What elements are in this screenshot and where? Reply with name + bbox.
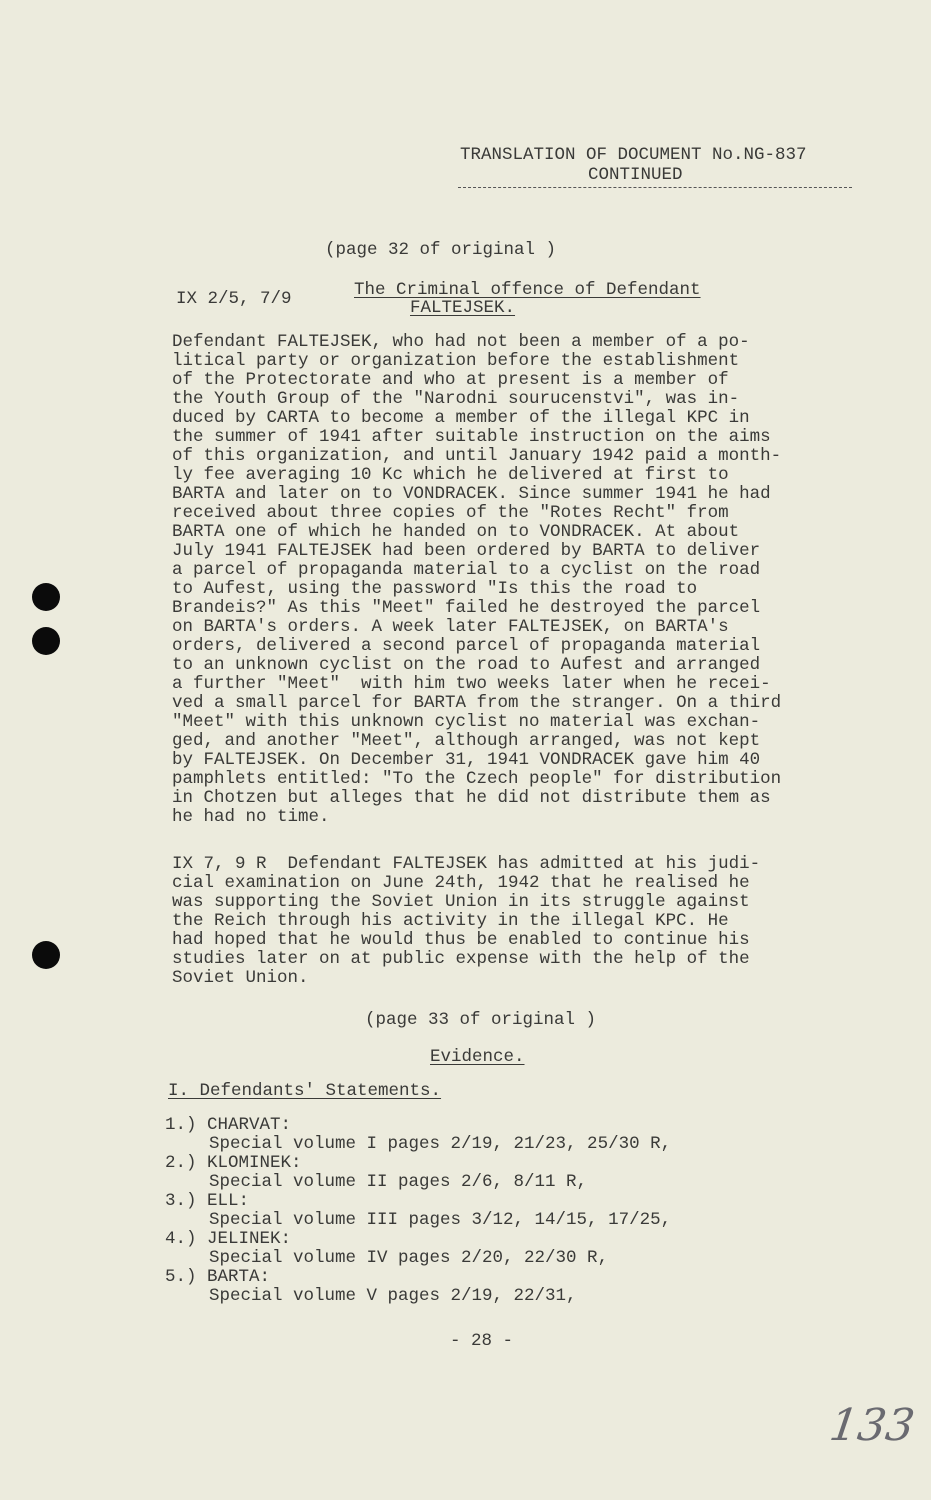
text-line: Defendant FALTEJSEK, who had not been a member of a po- [172,332,750,352]
statement-item [165,1192,671,1211]
statement-reference: Special volume I pages 2/19, 21/23, 25/30 R, [209,1134,672,1154]
text-line: cial examination on June 24th, 1942 that he realised he [172,873,750,893]
statement-number: 1.) [165,1115,197,1135]
header-divider [458,187,852,188]
text-line: July 1941 FALTEJSEK had been ordered by BARTA to deliver [172,541,761,561]
section-reference: IX 2/5, 7/9 [176,289,292,309]
text-line: in Chotzen but alleges that he did not distribute them as [172,788,771,808]
section-heading-name: FALTEJSEK. [410,298,516,318]
text-line: a further "Meet" with him two weeks later when he recei- [172,674,771,694]
text-line: litical party or organization before the establishment [172,351,740,371]
statement-number: 4.) [165,1229,197,1249]
punch-hole [32,583,60,611]
statement-item [165,1268,671,1287]
text-line: by FALTEJSEK. On December 31, 1941 VONDRACEK gave him 40 [172,750,761,770]
handwritten-folio-number: 133 [826,1400,918,1451]
text-line: the Reich through his activity in the illegal KPC. He [172,911,729,931]
text-line: BARTA and later on to VONDRACEK. Since summer 1941 he had [172,484,771,504]
statement-item [165,1116,671,1135]
text-line: on BARTA's orders. A week later FALTEJSEK, on BARTA's [172,617,729,637]
text-line: to Aufest, using the password "Is this the road to [172,579,698,599]
punch-hole [32,941,60,969]
paragraph-offence [172,333,781,827]
statements-list [165,1116,671,1306]
evidence-heading: Evidence. [430,1047,525,1067]
text-line: duced by CARTA to become a member of the illegal KPC in [172,408,750,428]
punch-hole [32,627,60,655]
page-reference: (page 32 of original ) [325,240,557,260]
text-line: Soviet Union. [172,968,309,988]
text-line: "Meet" with this unknown cyclist no material was exchan- [172,712,761,732]
statement-defendant: KLOMINEK: [207,1153,302,1173]
statement-number: 3.) [165,1191,197,1211]
statement-reference: Special volume III pages 3/12, 14/15, 17/25, [209,1210,672,1230]
text-line: studies later on at public expense with the help of the [172,949,750,969]
statement-number: 2.) [165,1153,197,1173]
text-line: ly fee averaging 10 Kc which he delivered at first to [172,465,729,485]
text-line: was supporting the Soviet Union in its struggle against [172,892,750,912]
statement-defendant: ELL: [207,1191,250,1211]
text-line: ged, and another "Meet", although arranged, was not kept [172,731,761,751]
text-line: to an unknown cyclist on the road to Aufest and arranged [172,655,761,675]
text-line: Brandeis?" As this "Meet" failed he destroyed the parcel [172,598,761,618]
text-line: a parcel of propaganda material to a cyclist on the road [172,560,761,580]
page-number: - 28 - [450,1331,514,1351]
statement-defendant: JELINEK: [207,1229,292,1249]
text-line: ved a small parcel for BARTA from the stranger. On a third [172,693,782,713]
statement-reference: Special volume II pages 2/6, 8/11 R, [209,1172,588,1192]
text-line: received about three copies of the "Rotes Recht" from [172,503,729,523]
paragraph-admission [172,855,760,988]
text-line: IX 7, 9 R Defendant FALTEJSEK has admitted at his judi- [172,854,761,874]
statement-defendant: BARTA: [207,1267,271,1287]
text-line: had hoped that he would thus be enabled to continue his [172,930,750,950]
statement-item [165,1154,671,1173]
text-line: the Youth Group of the "Narodni sourucenstvi", was in- [172,389,740,409]
text-line: BARTA one of which he handed on to VONDRACEK. At about [172,522,740,542]
text-line: of the Protectorate and who at present is a member of [172,370,729,390]
text-line: orders, delivered a second parcel of propaganda material [172,636,761,656]
document-subtitle: CONTINUED [588,165,683,185]
statement-number: 5.) [165,1267,197,1287]
statement-reference: Special volume V pages 2/19, 22/31, [209,1286,577,1306]
text-line: he had no time. [172,807,330,827]
statements-heading: I. Defendants' Statements. [168,1081,442,1101]
text-line: pamphlets entitled: "To the Czech people" for distribution [172,769,782,789]
statement-item [165,1230,671,1249]
text-line: of this organization, and until January 1942 paid a month- [172,446,782,466]
text-line: the summer of 1941 after suitable instruction on the aims [172,427,771,447]
page-reference: (page 33 of original ) [365,1010,597,1030]
statement-reference: Special volume IV pages 2/20, 22/30 R, [209,1248,609,1268]
section-heading: The Criminal offence of Defendant [354,280,701,300]
document-title: TRANSLATION OF DOCUMENT No.NG-837 [460,145,807,165]
statement-defendant: CHARVAT: [207,1115,292,1135]
